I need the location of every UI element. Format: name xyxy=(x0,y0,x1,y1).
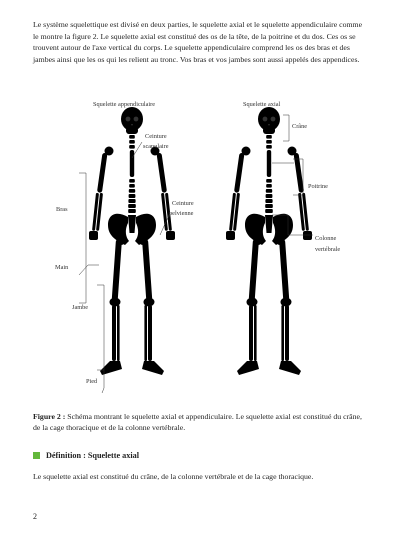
label-bras: Bras xyxy=(56,206,68,213)
label-ceinture-scapulaire-2: scapulaire xyxy=(143,143,169,150)
caption-text: Schéma montrant le squelette axial et appendiculaire. Le squelette axial est constitué du crâne, de la cage thoracique et de la colonne vertébrale. xyxy=(33,412,362,433)
label-crane: Crâne xyxy=(292,123,308,130)
axial-skeleton xyxy=(224,107,314,375)
caption-label: Figure 2 : xyxy=(33,412,66,421)
label-jambe: Jambe xyxy=(72,304,89,311)
definition-heading xyxy=(33,451,139,460)
green-square-icon xyxy=(33,452,40,459)
figure-caption xyxy=(33,411,369,434)
left-figure-title: Squelette appendiculaire xyxy=(93,101,156,108)
label-main: Main xyxy=(55,264,69,271)
label-ceinture-pelvienne-2: pelvienne xyxy=(169,210,194,217)
intro-paragraph: Le système squelettique est divisé en deux parties, le squelette axial et le squelette appendiculaire comme le montre la figure 2. Le squelette axial est constitué des os de la tête, de la poitrine et du dos. Ces os se trouvent autour de l'axe vertical du corps. Le squelette appendiculaire comprend les os des bras et des jambes ainsi que les os qui les relient au tronc. Vos bras et vos jambes sont aussi appelés des appendices. xyxy=(33,20,363,64)
label-pied: Pied xyxy=(86,378,98,385)
label-poitrine: Poitrine xyxy=(308,183,328,190)
label-ceinture-scapulaire-1: Ceinture xyxy=(145,133,167,140)
skeleton-figure xyxy=(0,95,400,400)
label-colonne-2: vertébrale xyxy=(315,246,341,253)
label-colonne-1: Colonne xyxy=(315,235,337,242)
page-number: 2 xyxy=(33,512,37,521)
right-figure-title: Squelette axial xyxy=(243,101,281,108)
definition-title: Définition : Squelette axial xyxy=(46,451,140,460)
definition-body: Le squelette axial est constitué du crâne, de la colonne vertébrale et de la cage thoracique. xyxy=(33,472,314,481)
label-ceinture-pelvienne-1: Ceinture xyxy=(172,200,194,207)
